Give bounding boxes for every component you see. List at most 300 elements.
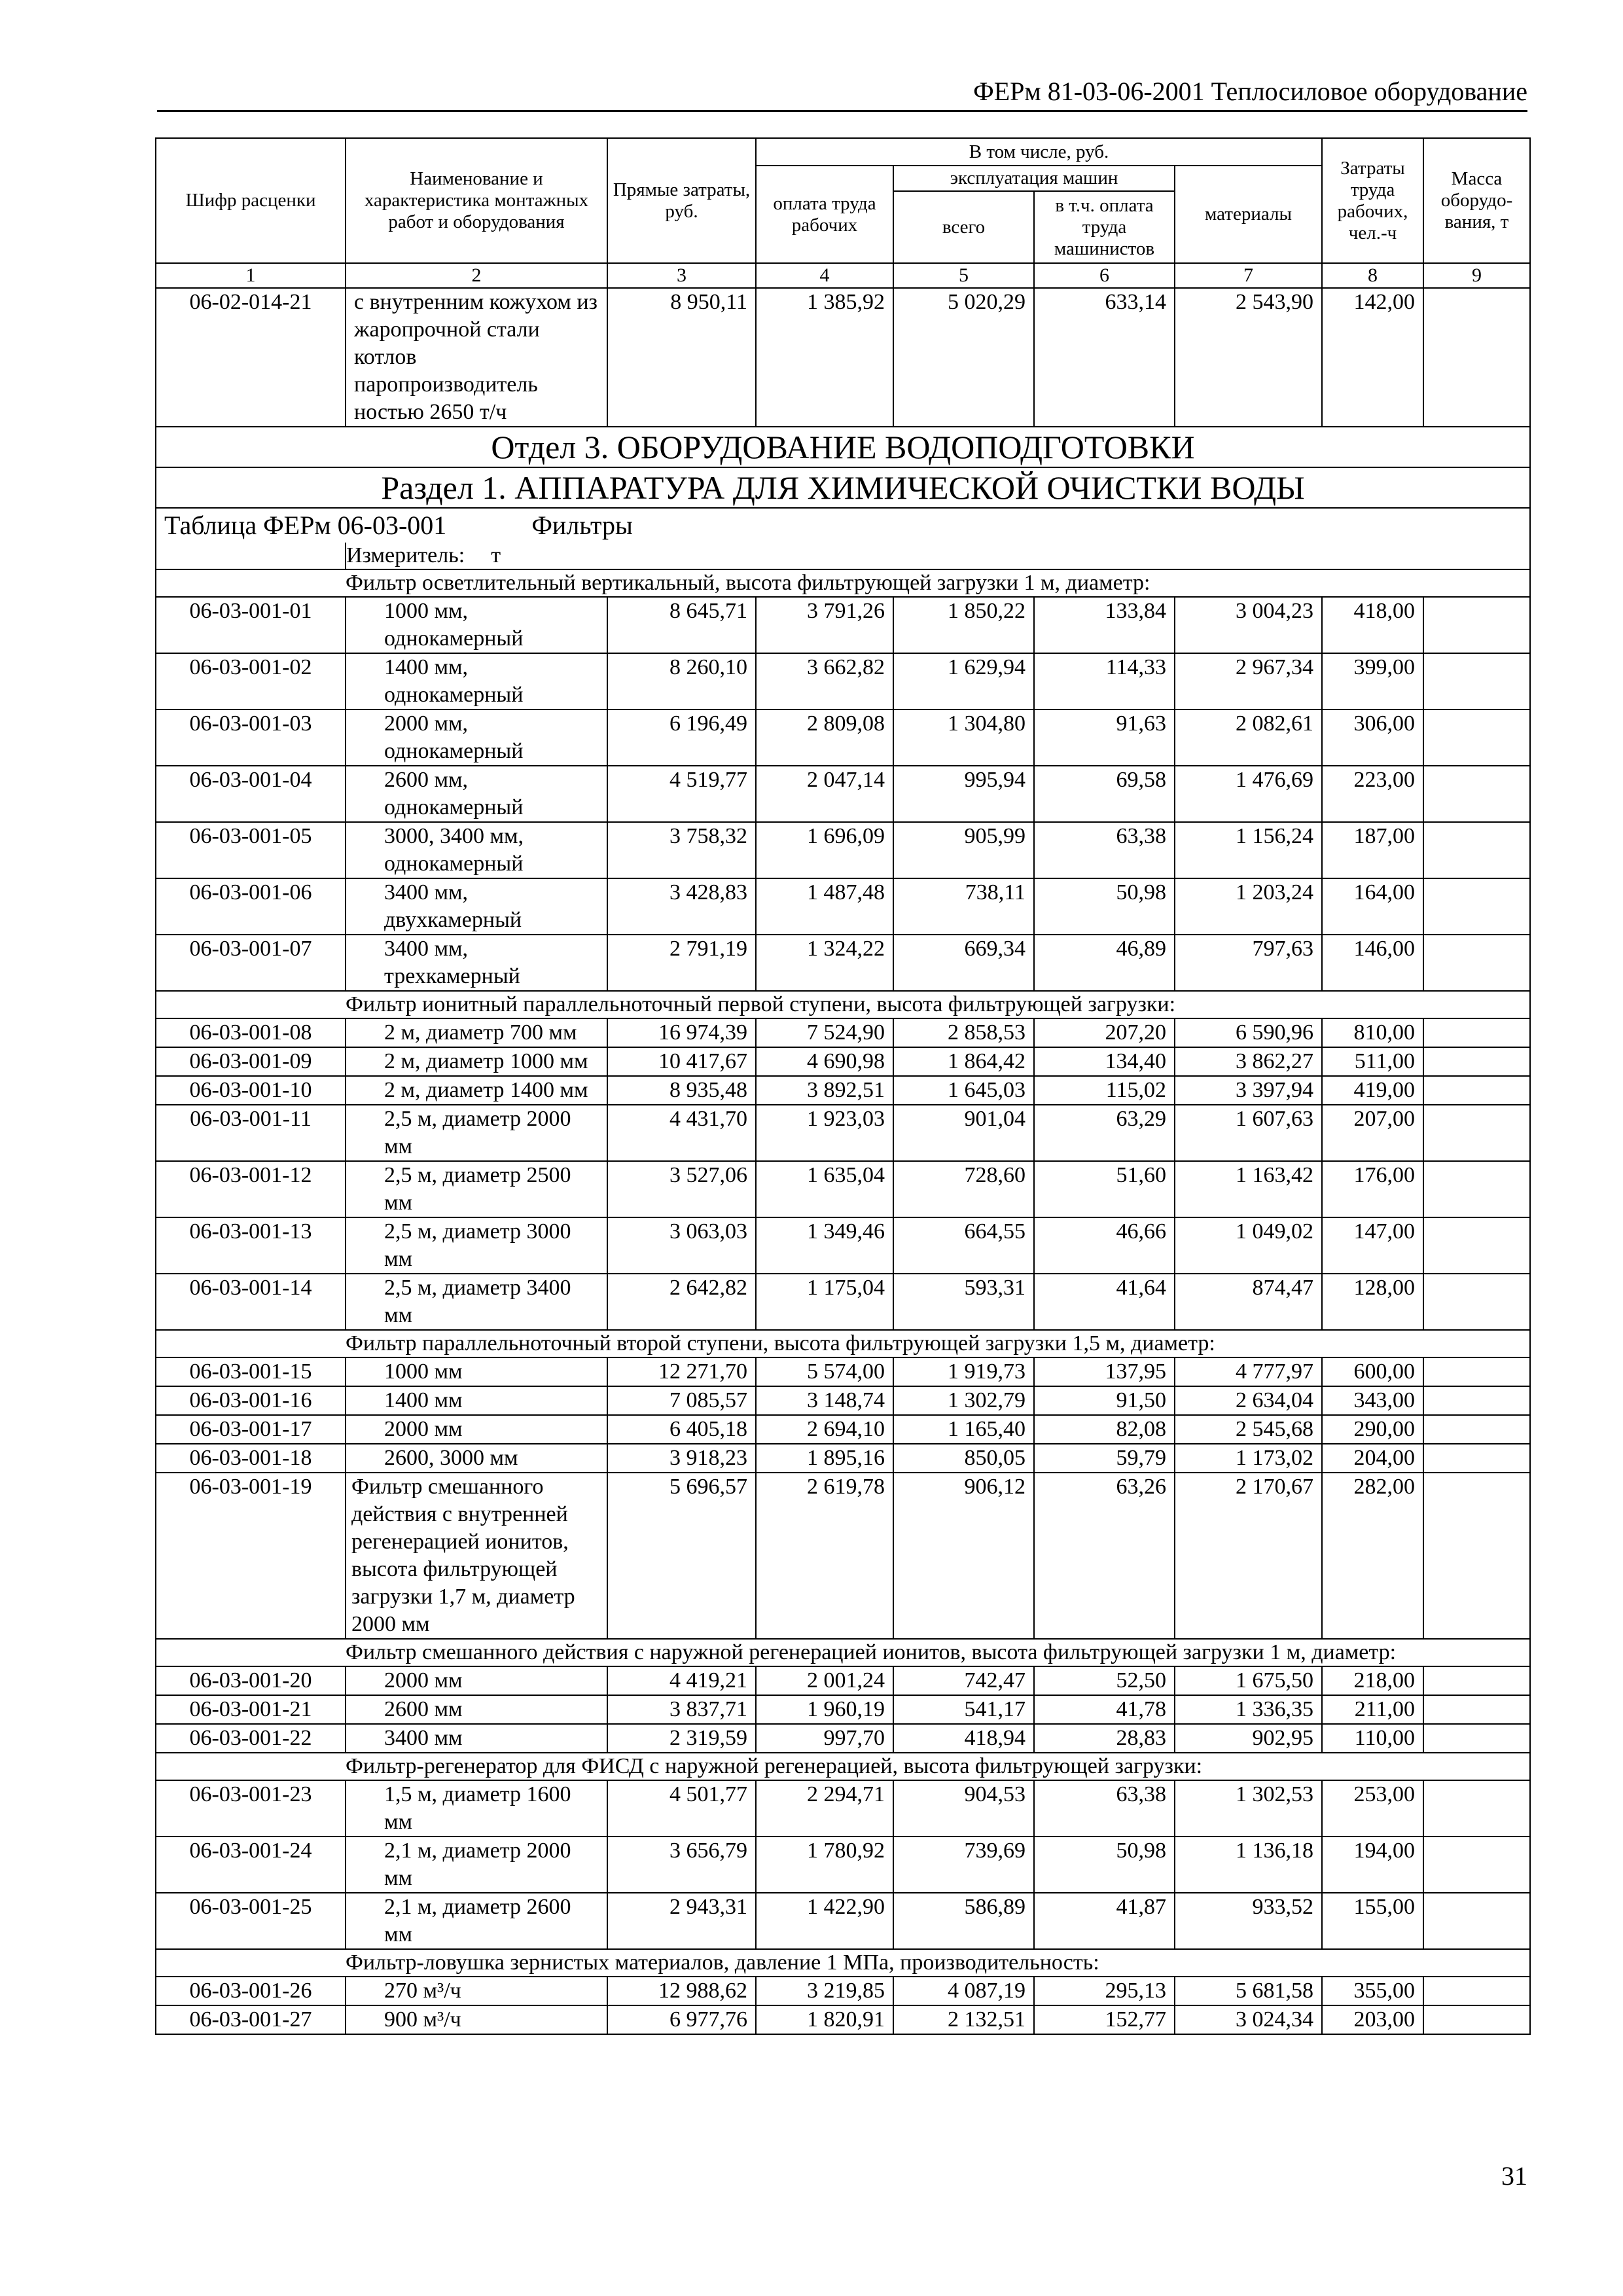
row-code: 06-03-001-23: [156, 1780, 346, 1837]
table-row: [156, 1780, 1530, 1837]
table-row: [156, 1274, 1530, 1330]
row-name: 3000, 3400 мм, однокамерный: [346, 822, 607, 878]
row-labor: 7 524,90: [756, 1018, 893, 1047]
row-labor: 2 047,14: [756, 766, 893, 822]
row-hours: 223,00: [1322, 766, 1423, 822]
row-name: 2,5 м, диаметр 2000 мм: [346, 1105, 607, 1161]
row-machinist: 114,33: [1034, 653, 1175, 709]
row-hours: 146,00: [1322, 935, 1423, 991]
row-hours: 203,00: [1322, 2005, 1423, 2034]
table-row: [156, 1473, 1530, 1639]
table-row: [156, 822, 1530, 878]
column-number: 1: [156, 263, 346, 288]
row-code: 06-03-001-26: [156, 1977, 346, 2005]
row-mass: [1423, 1780, 1530, 1837]
row-machinist: 52,50: [1034, 1666, 1175, 1695]
row-machinist: 59,79: [1034, 1444, 1175, 1473]
group-title: Фильтр-регенератор для ФИСД с наружной регенерацией, высота фильтрующей загрузки:: [346, 1753, 1530, 1780]
row-machines: 904,53: [893, 1780, 1034, 1837]
row-machines: 669,34: [893, 935, 1034, 991]
row-name: 270 м³/ч: [346, 1977, 607, 2005]
row-machinist: 295,13: [1034, 1977, 1175, 2005]
row-name: 3400 мм, двухкамерный: [346, 878, 607, 935]
row-materials: 3 004,23: [1175, 597, 1322, 653]
group-title: Фильтр осветлительный вертикальный, высота фильтрующей загрузки 1 м, диаметр:: [346, 569, 1530, 597]
row-name: 2 м, диаметр 1000 мм: [346, 1047, 607, 1076]
row-mass: [1423, 1977, 1530, 2005]
row-machinist: 82,08: [1034, 1415, 1175, 1444]
row-name: 2 м, диаметр 700 мм: [346, 1018, 607, 1047]
row-labor: 2 294,71: [756, 1780, 893, 1837]
row-machines: 1 864,42: [893, 1047, 1034, 1076]
row-code: 06-03-001-13: [156, 1217, 346, 1274]
row-materials: 1 302,53: [1175, 1780, 1322, 1837]
row-direct: 3 428,83: [607, 878, 756, 935]
row-name: 2600, 3000 мм: [346, 1444, 607, 1473]
row-materials: 1 136,18: [1175, 1837, 1322, 1893]
row-materials: 1 336,35: [1175, 1695, 1322, 1724]
row-code: 06-03-001-15: [156, 1357, 346, 1386]
row-machines: 906,12: [893, 1473, 1034, 1639]
row-machinist: 133,84: [1034, 597, 1175, 653]
row-materials: 2 170,67: [1175, 1473, 1322, 1639]
group-title: Фильтр смешанного действия с наружной регенерацией ионитов, высота фильтрующей загрузки 1 м, диаметр:: [346, 1639, 1530, 1666]
row-hours: 142,00: [1322, 288, 1423, 427]
column-number: 4: [756, 263, 893, 288]
row-machinist: 28,83: [1034, 1724, 1175, 1753]
group-header-row: [156, 991, 1530, 1018]
row-direct: 4 501,77: [607, 1780, 756, 1837]
row-hours: 419,00: [1322, 1076, 1423, 1105]
row-machinist: 152,77: [1034, 2005, 1175, 2034]
table-row: [156, 1444, 1530, 1473]
row-machines: 1 165,40: [893, 1415, 1034, 1444]
row-name: 1400 мм: [346, 1386, 607, 1415]
row-hours: 176,00: [1322, 1161, 1423, 1217]
row-name: 1000 мм: [346, 1357, 607, 1386]
row-name: 2,1 м, диаметр 2000 мм: [346, 1837, 607, 1893]
table-row: [156, 1893, 1530, 1949]
page-number: 31: [1501, 2161, 1527, 2191]
row-direct: 2 642,82: [607, 1274, 756, 1330]
row-machines: 4 087,19: [893, 1977, 1034, 2005]
row-code: 06-03-001-02: [156, 653, 346, 709]
measure-row: [156, 543, 1530, 569]
row-code: 06-03-001-06: [156, 878, 346, 935]
row-code: 06-03-001-09: [156, 1047, 346, 1076]
row-labor: 3 791,26: [756, 597, 893, 653]
measure-unit: т: [491, 543, 501, 567]
row-hours: 418,00: [1322, 597, 1423, 653]
row-direct: 6 196,49: [607, 709, 756, 766]
row-mass: [1423, 1357, 1530, 1386]
row-code: 06-03-001-12: [156, 1161, 346, 1217]
row-labor: 2 694,10: [756, 1415, 893, 1444]
row-machinist: 115,02: [1034, 1076, 1175, 1105]
row-materials: 1 049,02: [1175, 1217, 1322, 1274]
row-code: 06-03-001-05: [156, 822, 346, 878]
row-machinist: 63,38: [1034, 1780, 1175, 1837]
group-title: Фильтр-ловушка зернистых материалов, давление 1 МПа, производительность:: [346, 1949, 1530, 1977]
column-number: 5: [893, 263, 1034, 288]
row-materials: 797,63: [1175, 935, 1322, 991]
row-code: 06-03-001-25: [156, 1893, 346, 1949]
row-machines: 586,89: [893, 1893, 1034, 1949]
row-mass: [1423, 1724, 1530, 1753]
running-header: ФЕРм 81-03-06-2001 Теплосиловое оборудование: [157, 73, 1527, 112]
row-name: 2600 мм: [346, 1695, 607, 1724]
row-direct: 3 656,79: [607, 1837, 756, 1893]
row-direct: 16 974,39: [607, 1018, 756, 1047]
row-materials: 1 607,63: [1175, 1105, 1322, 1161]
row-machines: 1 629,94: [893, 653, 1034, 709]
row-mass: [1423, 597, 1530, 653]
group-title: Фильтр параллельноточный второй ступени, высота фильтрующей загрузки 1,5 м, диаметр:: [346, 1330, 1530, 1357]
row-materials: 874,47: [1175, 1274, 1322, 1330]
table-row: [156, 1724, 1530, 1753]
row-direct: 3 063,03: [607, 1217, 756, 1274]
table-row: [156, 935, 1530, 991]
row-machinist: 50,98: [1034, 878, 1175, 935]
row-hours: 810,00: [1322, 1018, 1423, 1047]
table-row: [156, 2005, 1530, 2034]
row-materials: 1 156,24: [1175, 822, 1322, 878]
row-machines: 742,47: [893, 1666, 1034, 1695]
row-materials: 1 675,50: [1175, 1666, 1322, 1695]
row-labor: 1 422,90: [756, 1893, 893, 1949]
col-materials-header: материалы: [1175, 166, 1322, 263]
row-name: 2000 мм: [346, 1415, 607, 1444]
row-mass: [1423, 709, 1530, 766]
row-mass: [1423, 1105, 1530, 1161]
group-header-row: [156, 1753, 1530, 1780]
row-labor: 1 324,22: [756, 935, 893, 991]
row-machines: 418,94: [893, 1724, 1034, 1753]
row-direct: 6 977,76: [607, 2005, 756, 2034]
row-machines: 2 858,53: [893, 1018, 1034, 1047]
row-code: 06-03-001-17: [156, 1415, 346, 1444]
row-materials: 3 024,34: [1175, 2005, 1322, 2034]
row-mass: [1423, 935, 1530, 991]
row-name: 900 м³/ч: [346, 2005, 607, 2034]
table-row: [156, 1977, 1530, 2005]
row-machines: 995,94: [893, 766, 1034, 822]
row-direct: 3 837,71: [607, 1695, 756, 1724]
measure: [346, 543, 1530, 569]
row-machines: 664,55: [893, 1217, 1034, 1274]
row-hours: 399,00: [1322, 653, 1423, 709]
row-labor: 1 175,04: [756, 1274, 893, 1330]
table-name: Фильтры: [531, 511, 633, 540]
table-row: [156, 288, 1530, 427]
row-direct: 8 935,48: [607, 1076, 756, 1105]
row-mass: [1423, 288, 1530, 427]
row-materials: 1 476,69: [1175, 766, 1322, 822]
row-materials: 1 163,42: [1175, 1161, 1322, 1217]
row-code: 06-03-001-27: [156, 2005, 346, 2034]
group-header-row: [156, 569, 1530, 597]
row-hours: 511,00: [1322, 1047, 1423, 1076]
table-row: [156, 1076, 1530, 1105]
row-labor: 2 001,24: [756, 1666, 893, 1695]
row-machinist: 46,66: [1034, 1217, 1175, 1274]
row-labor: 1 487,48: [756, 878, 893, 935]
row-hours: 204,00: [1322, 1444, 1423, 1473]
row-materials: 933,52: [1175, 1893, 1322, 1949]
row-mass: [1423, 878, 1530, 935]
row-machines: 5 020,29: [893, 288, 1034, 427]
row-machinist: 207,20: [1034, 1018, 1175, 1047]
row-labor: 1 696,09: [756, 822, 893, 878]
row-machines: 1 645,03: [893, 1076, 1034, 1105]
row-name: 1400 мм, однокамерный: [346, 653, 607, 709]
row-mass: [1423, 766, 1530, 822]
rates-table: [155, 137, 1531, 2035]
row-machinist: 69,58: [1034, 766, 1175, 822]
col-mass-header: Масса оборудо-вания, т: [1423, 138, 1530, 263]
table-row: [156, 653, 1530, 709]
row-machinist: 41,87: [1034, 1893, 1175, 1949]
row-machines: 541,17: [893, 1695, 1034, 1724]
row-machinist: 41,64: [1034, 1274, 1175, 1330]
table-row: [156, 1386, 1530, 1415]
row-machines: 1 919,73: [893, 1357, 1034, 1386]
row-labor: 2 809,08: [756, 709, 893, 766]
table-row: [156, 709, 1530, 766]
row-machinist: 63,38: [1034, 822, 1175, 878]
row-materials: 5 681,58: [1175, 1977, 1322, 2005]
row-labor: 1 895,16: [756, 1444, 893, 1473]
table-row: [156, 1161, 1530, 1217]
row-machines: 738,11: [893, 878, 1034, 935]
row-mass: [1423, 1473, 1530, 1639]
column-number: 8: [1322, 263, 1423, 288]
column-numbers-row: [156, 263, 1530, 288]
row-labor: 2 619,78: [756, 1473, 893, 1639]
row-direct: 5 696,57: [607, 1473, 756, 1639]
row-name: 2,1 м, диаметр 2600 мм: [346, 1893, 607, 1949]
table-row: [156, 1415, 1530, 1444]
row-mass: [1423, 1018, 1530, 1047]
row-mass: [1423, 1893, 1530, 1949]
row-hours: 211,00: [1322, 1695, 1423, 1724]
row-name: 2,5 м, диаметр 2500 мм: [346, 1161, 607, 1217]
row-mass: [1423, 1695, 1530, 1724]
table-row: [156, 1047, 1530, 1076]
row-code: 06-03-001-16: [156, 1386, 346, 1415]
row-machines: 739,69: [893, 1837, 1034, 1893]
row-name: 1,5 м, диаметр 1600 мм: [346, 1780, 607, 1837]
row-machinist: 63,26: [1034, 1473, 1175, 1639]
row-machines: 905,99: [893, 822, 1034, 878]
table-row: [156, 766, 1530, 822]
row-direct: 7 085,57: [607, 1386, 756, 1415]
row-mass: [1423, 2005, 1530, 2034]
row-mass: [1423, 1076, 1530, 1105]
row-direct: 4 419,21: [607, 1666, 756, 1695]
row-hours: 128,00: [1322, 1274, 1423, 1330]
row-direct: 2 791,19: [607, 935, 756, 991]
table-row: [156, 1837, 1530, 1893]
col-direct-header: Прямые затраты, руб.: [607, 138, 756, 263]
column-number: 9: [1423, 263, 1530, 288]
col-hours-header: Затраты труда рабочих, чел.-ч: [1322, 138, 1423, 263]
row-code: 06-03-001-10: [156, 1076, 346, 1105]
row-hours: 355,00: [1322, 1977, 1423, 2005]
row-mass: [1423, 1047, 1530, 1076]
row-machines: 1 302,79: [893, 1386, 1034, 1415]
row-hours: 600,00: [1322, 1357, 1423, 1386]
row-direct: 8 950,11: [607, 288, 756, 427]
row-mass: [1423, 653, 1530, 709]
row-machinist: 50,98: [1034, 1837, 1175, 1893]
row-name: 2600 мм, однокамерный: [346, 766, 607, 822]
row-labor: 1 385,92: [756, 288, 893, 427]
col-incl-header: В том числе, руб.: [756, 138, 1322, 166]
row-direct: 3 527,06: [607, 1161, 756, 1217]
row-machinist: 91,63: [1034, 709, 1175, 766]
department-row: [156, 427, 1530, 467]
row-name: 2,5 м, диаметр 3000 мм: [346, 1217, 607, 1274]
row-materials: 2 543,90: [1175, 288, 1322, 427]
row-code: 06-02-014-21: [156, 288, 346, 427]
col-name-header: Наименование и характеристика монтажных работ и оборудования: [346, 138, 607, 263]
table-row: [156, 878, 1530, 935]
row-machines: 901,04: [893, 1105, 1034, 1161]
row-mass: [1423, 1444, 1530, 1473]
group-title: Фильтр ионитный параллельноточный первой ступени, высота фильтрующей загрузки:: [346, 991, 1530, 1018]
row-hours: 282,00: [1322, 1473, 1423, 1639]
table-row: [156, 1695, 1530, 1724]
section-title: Раздел 1. АППАРАТУРА ДЛЯ ХИМИЧЕСКОЙ ОЧИСТКИ ВОДЫ: [156, 467, 1530, 508]
row-mass: [1423, 1666, 1530, 1695]
row-hours: 306,00: [1322, 709, 1423, 766]
col-machines-header: эксплуатация машин: [893, 166, 1175, 191]
row-code: 06-03-001-14: [156, 1274, 346, 1330]
row-mass: [1423, 1217, 1530, 1274]
row-name: 3400 мм, трехкамерный: [346, 935, 607, 991]
column-number: 7: [1175, 263, 1322, 288]
row-materials: 2 967,34: [1175, 653, 1322, 709]
row-machines: 850,05: [893, 1444, 1034, 1473]
row-labor: 3 892,51: [756, 1076, 893, 1105]
col-machinist-header: в т.ч. оплата труда машинистов: [1034, 191, 1175, 263]
row-mass: [1423, 1161, 1530, 1217]
row-labor: 1 820,91: [756, 2005, 893, 2034]
table-title: [156, 508, 1530, 543]
row-direct: 8 645,71: [607, 597, 756, 653]
row-direct: 3 918,23: [607, 1444, 756, 1473]
row-code: 06-03-001-08: [156, 1018, 346, 1047]
row-code: 06-03-001-03: [156, 709, 346, 766]
row-labor: 3 662,82: [756, 653, 893, 709]
row-materials: 2 634,04: [1175, 1386, 1322, 1415]
table-row: [156, 1018, 1530, 1047]
row-labor: 4 690,98: [756, 1047, 893, 1076]
table-row: [156, 1357, 1530, 1386]
row-materials: 1 173,02: [1175, 1444, 1322, 1473]
row-labor: 1 635,04: [756, 1161, 893, 1217]
row-labor: 1 960,19: [756, 1695, 893, 1724]
row-machines: 1 304,80: [893, 709, 1034, 766]
row-labor: 3 148,74: [756, 1386, 893, 1415]
table-title-row: [156, 508, 1530, 543]
row-mass: [1423, 1274, 1530, 1330]
row-labor: 5 574,00: [756, 1357, 893, 1386]
row-direct: 10 417,67: [607, 1047, 756, 1076]
row-materials: 4 777,97: [1175, 1357, 1322, 1386]
col-mach-total-header: всего: [893, 191, 1034, 263]
row-labor: 1 780,92: [756, 1837, 893, 1893]
row-machinist: 51,60: [1034, 1161, 1175, 1217]
row-mass: [1423, 822, 1530, 878]
group-header-row: [156, 1639, 1530, 1666]
row-direct: 6 405,18: [607, 1415, 756, 1444]
table-row: [156, 1666, 1530, 1695]
measure-label: Измеритель:: [346, 543, 465, 567]
table-header: [156, 138, 1530, 263]
col-code-header: Шифр расценки: [156, 138, 346, 263]
row-direct: 12 271,70: [607, 1357, 756, 1386]
table-body: [156, 263, 1530, 2034]
row-labor: 3 219,85: [756, 1977, 893, 2005]
row-mass: [1423, 1837, 1530, 1893]
row-code: 06-03-001-18: [156, 1444, 346, 1473]
department-title: Отдел 3. ОБОРУДОВАНИЕ ВОДОПОДГОТОВКИ: [156, 427, 1530, 467]
row-machinist: 137,95: [1034, 1357, 1175, 1386]
row-machinist: 63,29: [1034, 1105, 1175, 1161]
row-machines: 1 850,22: [893, 597, 1034, 653]
row-direct: 2 943,31: [607, 1893, 756, 1949]
column-number: 3: [607, 263, 756, 288]
row-code: 06-03-001-07: [156, 935, 346, 991]
row-code: 06-03-001-20: [156, 1666, 346, 1695]
row-name: с внутренним кожухом из жаропрочной стали котлов паропроизводитель ностью 2650 т/ч: [346, 288, 607, 427]
row-hours: 147,00: [1322, 1217, 1423, 1274]
row-hours: 218,00: [1322, 1666, 1423, 1695]
row-materials: 1 203,24: [1175, 878, 1322, 935]
row-code: 06-03-001-19: [156, 1473, 346, 1639]
col-labor-header: оплата труда рабочих: [756, 166, 893, 263]
row-labor: 997,70: [756, 1724, 893, 1753]
table-row: [156, 597, 1530, 653]
row-hours: 110,00: [1322, 1724, 1423, 1753]
row-code: 06-03-001-22: [156, 1724, 346, 1753]
row-code: 06-03-001-04: [156, 766, 346, 822]
row-machines: 728,60: [893, 1161, 1034, 1217]
row-materials: 6 590,96: [1175, 1018, 1322, 1047]
row-materials: 3 397,94: [1175, 1076, 1322, 1105]
row-mass: [1423, 1386, 1530, 1415]
row-direct: 8 260,10: [607, 653, 756, 709]
row-hours: 253,00: [1322, 1780, 1423, 1837]
row-labor: 1 923,03: [756, 1105, 893, 1161]
row-hours: 343,00: [1322, 1386, 1423, 1415]
row-code: 06-03-001-01: [156, 597, 346, 653]
column-number: 6: [1034, 263, 1175, 288]
row-direct: 12 988,62: [607, 1977, 756, 2005]
row-direct: 2 319,59: [607, 1724, 756, 1753]
row-mass: [1423, 1415, 1530, 1444]
row-code: 06-03-001-24: [156, 1837, 346, 1893]
row-hours: 290,00: [1322, 1415, 1423, 1444]
row-hours: 207,00: [1322, 1105, 1423, 1161]
row-machines: 593,31: [893, 1274, 1034, 1330]
row-hours: 187,00: [1322, 822, 1423, 878]
row-materials: 3 862,27: [1175, 1047, 1322, 1076]
row-name: 2000 мм: [346, 1666, 607, 1695]
row-name: Фильтр смешанного действия с внутренней регенерацией ионитов, высота фильтрующей загрузки 1,7 м, диаметр 2000 мм: [346, 1473, 607, 1639]
